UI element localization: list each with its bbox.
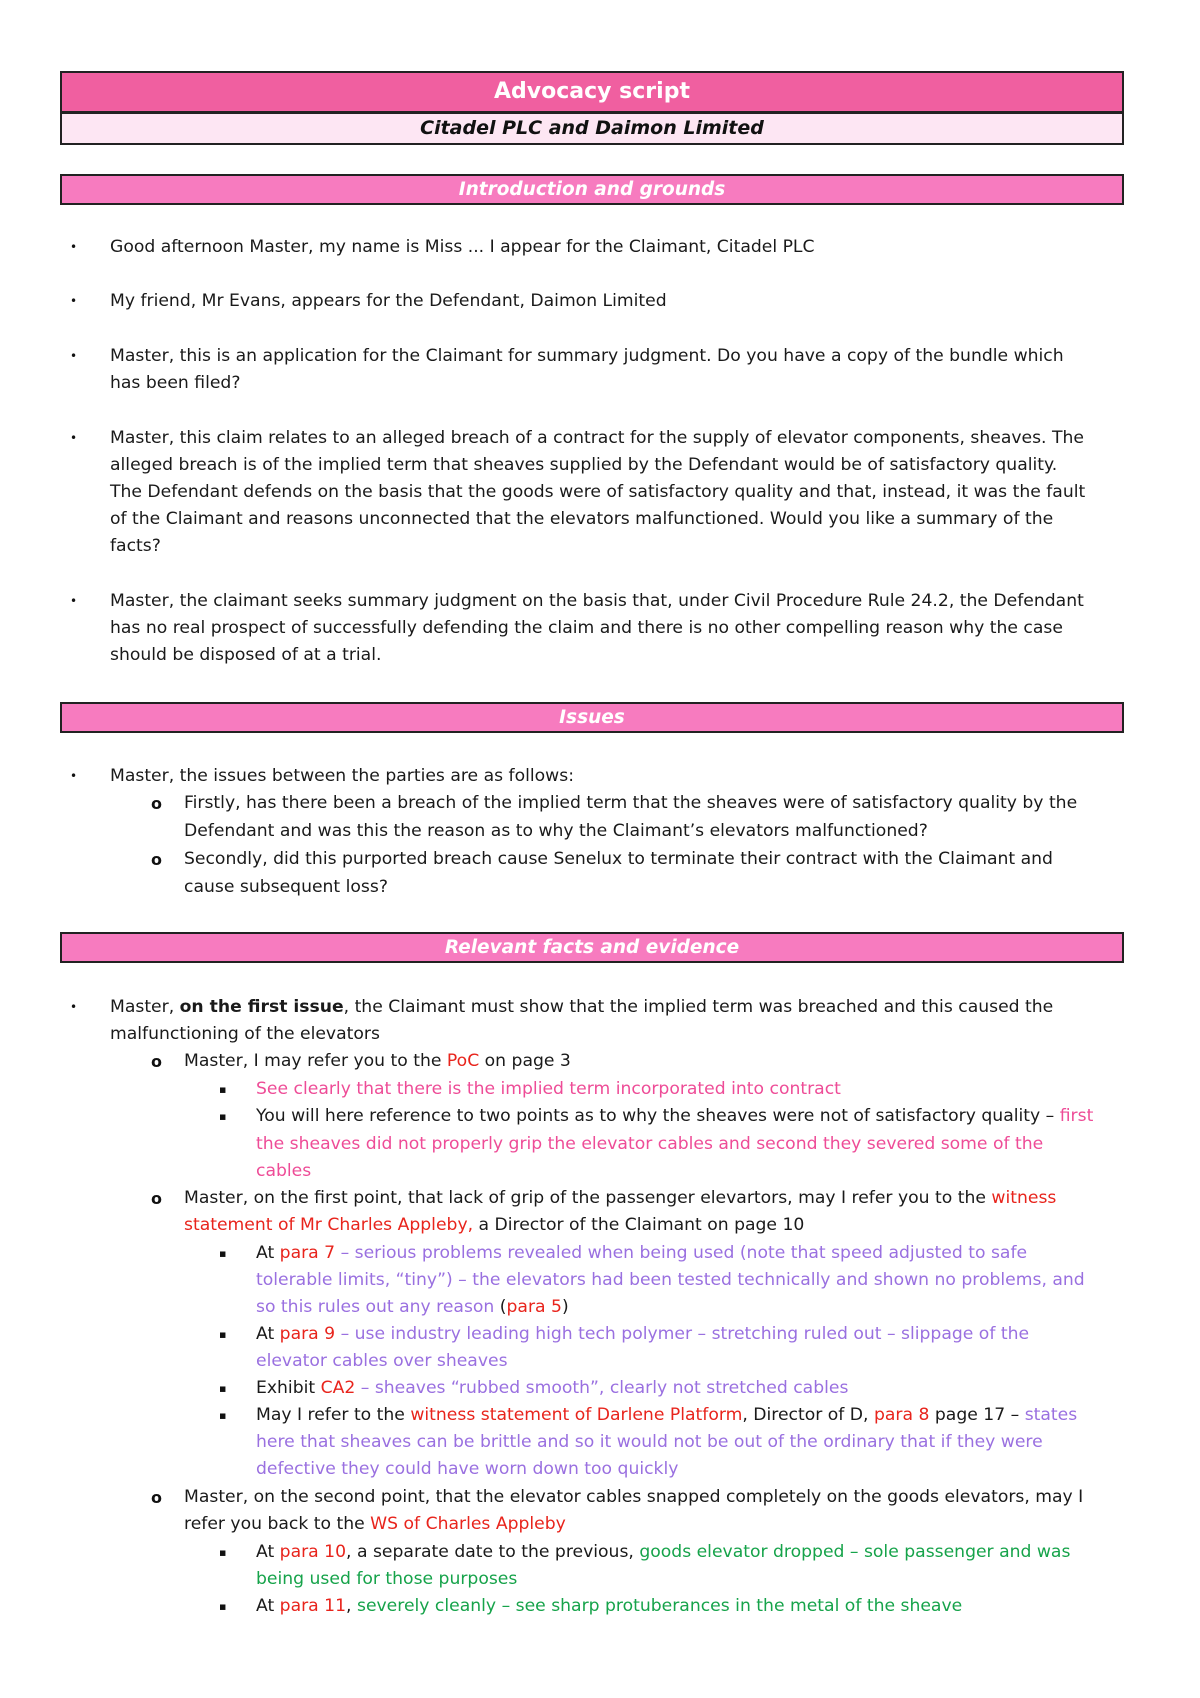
intro-paragraph-4-line-2: alleged breach is of the implied term that sheaves supplied by the Defendant would be of satisfactory quality.	[110, 455, 1058, 475]
square-bullet-icon: ▪	[219, 1328, 227, 1341]
facts-poc-reference: Master, I may refer you to the PoC on page 3	[184, 1051, 571, 1071]
square-bullet-icon: ▪	[219, 1600, 227, 1613]
intro-paragraph-1: Good afternoon Master, my name is Miss ... I appear for the Claimant, Citadel PLC	[110, 237, 815, 257]
bullet-icon: •	[70, 1000, 78, 1014]
facts-first-point-line-1: Master, on the first point, that lack of grip of the passenger elevartors, may I refer you to the witness	[184, 1188, 1057, 1208]
issue-1-line-2: Defendant and was this the reason as to why the Claimant’s elevators malfunctioned?	[184, 821, 928, 841]
document-title: Advocacy script	[60, 71, 1124, 113]
square-bullet-icon: ▪	[219, 1247, 227, 1260]
facts-para-10-line-1: At para 10, a separate date to the previous, goods elevator dropped – sole passenger and was	[256, 1542, 1071, 1562]
sub-bullet-icon: o	[151, 1488, 162, 1507]
facts-darlene-line-1: May I refer to the witness statement of Darlene Platform, Director of D, para 8 page 17 – states	[256, 1405, 1078, 1425]
square-bullet-icon: ▪	[219, 1409, 227, 1422]
sub-bullet-icon: o	[151, 794, 162, 813]
bullet-icon: •	[70, 294, 78, 308]
issue-1-line-1: Firstly, has there been a breach of the implied term that the sheaves were of satisfactory quality by the	[184, 793, 1078, 813]
intro-paragraph-3-line-1: Master, this is an application for the Claimant for summary judgment. Do you have a copy of the bundle which	[110, 346, 1064, 366]
facts-para-10-line-2: being used for those purposes	[256, 1569, 518, 1589]
issue-2-line-2: cause subsequent loss?	[184, 877, 388, 897]
facts-paragraph-1-line-1: Master, on the first issue, the Claimant must show that the implied term was breached and this caused the	[110, 997, 1054, 1017]
intro-paragraph-5-line-3: should be disposed of at a trial.	[110, 645, 382, 665]
facts-note-implied-term: See clearly that there is the implied term incorporated into contract	[256, 1079, 841, 1099]
square-bullet-icon: ▪	[219, 1546, 227, 1559]
facts-para-9-line-1: At para 9 – use industry leading high tech polymer – stretching ruled out – slippage of the	[256, 1324, 1030, 1344]
section-heading-facts: Relevant facts and evidence	[60, 932, 1124, 963]
document-subtitle: Citadel PLC and Daimon Limited	[60, 112, 1124, 145]
facts-paragraph-1-line-2: malfunctioning of the elevators	[110, 1024, 380, 1044]
issue-2-line-1: Secondly, did this purported breach cause Senelux to terminate their contract with the Claimant and	[184, 849, 1053, 869]
square-bullet-icon: ▪	[219, 1382, 227, 1395]
sub-bullet-icon: o	[151, 850, 162, 869]
sub-bullet-icon: o	[151, 1189, 162, 1208]
facts-para-7-line-3: so this rules out any reason (para 5)	[256, 1297, 569, 1317]
issues-intro: Master, the issues between the parties are as follows:	[110, 766, 574, 786]
intro-paragraph-4-line-1: Master, this claim relates to an alleged breach of a contract for the supply of elevator components, sheaves. The	[110, 428, 1084, 448]
section-heading-issues: Issues	[60, 702, 1124, 733]
sub-bullet-icon: o	[151, 1052, 162, 1071]
facts-para-11: At para 11, severely cleanly – see sharp protuberances in the metal of the sheave	[256, 1596, 963, 1616]
bullet-icon: •	[70, 240, 78, 254]
square-bullet-icon: ▪	[219, 1083, 227, 1096]
intro-paragraph-4-line-5: facts?	[110, 536, 161, 556]
facts-first-point-line-2: statement of Mr Charles Appleby, a Director of the Claimant on page 10	[184, 1215, 805, 1235]
bullet-icon: •	[70, 769, 78, 783]
section-heading-intro: Introduction and grounds	[60, 174, 1124, 205]
facts-para-7-line-2: tolerable limits, “tiny”) – the elevators had been tested technically and shown no problems, and	[256, 1270, 1085, 1290]
facts-note-two-points-line-1: You will here reference to two points as to why the sheaves were not of satisfactory quality – first	[256, 1106, 1094, 1126]
facts-note-two-points-line-3: cables	[256, 1161, 312, 1181]
facts-darlene-line-3: defective they could have worn down too quickly	[256, 1459, 679, 1479]
facts-para-7-line-1: At para 7 – serious problems revealed when being used (note that speed adjusted to safe	[256, 1243, 1028, 1263]
intro-paragraph-4-line-4: of the Claimant and reasons unconnected that the elevators malfunctioned. Would you like a summary of the	[110, 509, 1054, 529]
bullet-icon: •	[70, 594, 78, 608]
bullet-icon: •	[70, 349, 78, 363]
intro-paragraph-4-line-3: The Defendant defends on the basis that the goods were of satisfactory quality and that, instead, it was the fault	[110, 482, 1086, 502]
facts-darlene-line-2: here that sheaves can be brittle and so it would not be out of the ordinary that if they were	[256, 1432, 1043, 1452]
intro-paragraph-5-line-2: has no real prospect of successfully defending the claim and there is no other compelling reason why the case	[110, 618, 1063, 638]
facts-exhibit-ca2: Exhibit CA2 – sheaves “rubbed smooth”, clearly not stretched cables	[256, 1378, 849, 1398]
intro-paragraph-2: My friend, Mr Evans, appears for the Defendant, Daimon Limited	[110, 291, 667, 311]
facts-second-point-line-2: refer you back to the WS of Charles Appleby	[184, 1514, 566, 1534]
facts-note-two-points-line-2: the sheaves did not properly grip the elevator cables and second they severed some of the	[256, 1134, 1044, 1154]
intro-paragraph-3-line-2: has been filed?	[110, 373, 241, 393]
facts-second-point-line-1: Master, on the second point, that the elevator cables snapped completely on the goods elevators, may I	[184, 1487, 1084, 1507]
facts-para-9-line-2: elevator cables over sheaves	[256, 1351, 508, 1371]
intro-paragraph-5-line-1: Master, the claimant seeks summary judgment on the basis that, under Civil Procedure Rule 24.2, the Defendant	[110, 591, 1084, 611]
bullet-icon: •	[70, 431, 78, 445]
square-bullet-icon: ▪	[219, 1110, 227, 1123]
